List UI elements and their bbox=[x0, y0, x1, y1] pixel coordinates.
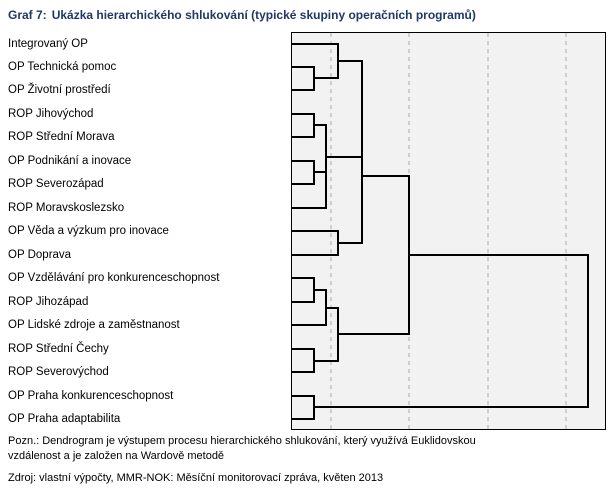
note-line-1: Pozn.: Dendrogram je výstupem procesu hierarchického shlukování, který využívá Euklidovskou bbox=[8, 435, 476, 447]
leaf-label: ROP Střední Morava bbox=[8, 131, 115, 143]
leaf-label: OP Doprava bbox=[8, 249, 72, 261]
gridlines bbox=[331, 33, 566, 429]
figure-title bbox=[0, 0, 616, 30]
leaf-label: OP Věda a výzkum pro inovace bbox=[8, 225, 169, 237]
dendrogram-links bbox=[292, 44, 588, 419]
leaf-label: ROP Severovýchod bbox=[8, 366, 109, 378]
figure-number: Graf 7: bbox=[8, 8, 47, 22]
leaf-label: OP Praha konkurenceschopnost bbox=[8, 390, 174, 402]
dendrogram-canvas bbox=[291, 32, 606, 430]
leaf-label: ROP Jihovýchod bbox=[8, 108, 94, 120]
leaf-label-column bbox=[8, 32, 290, 430]
source-line: Zdroj: vlastní výpočty, MMR-NOK: Měsíční monitorovací zpráva, květen 2013 bbox=[8, 472, 384, 484]
leaf-label: ROP Jihozápad bbox=[8, 296, 89, 308]
figure-notes bbox=[8, 434, 608, 486]
leaf-label: ROP Severozápad bbox=[8, 178, 104, 190]
leaf-label: OP Podnikání a inovace bbox=[8, 155, 132, 167]
leaf-label: ROP Moravskoslezsko bbox=[8, 202, 125, 214]
leaf-label: OP Lidské zdroje a zaměstnanost bbox=[8, 319, 180, 331]
figure-title-text: Ukázka hierarchického shlukování (typické skupiny operačních programů) bbox=[51, 8, 476, 22]
leaf-label: Integrovaný OP bbox=[8, 38, 88, 50]
dendrogram-svg bbox=[292, 33, 605, 429]
dendrogram-plot bbox=[8, 32, 606, 430]
leaf-label: OP Vzdělávání pro konkurenceschopnost bbox=[8, 272, 220, 284]
leaf-label: OP Praha adaptabilita bbox=[8, 413, 121, 425]
leaf-label: OP Technická pomoc bbox=[8, 61, 117, 73]
note-line-2: vzdálenost a je založen na Wardově metodě bbox=[8, 450, 225, 462]
leaf-label: ROP Střední Čechy bbox=[8, 343, 109, 355]
leaf-label: OP Životní prostředí bbox=[8, 84, 111, 96]
